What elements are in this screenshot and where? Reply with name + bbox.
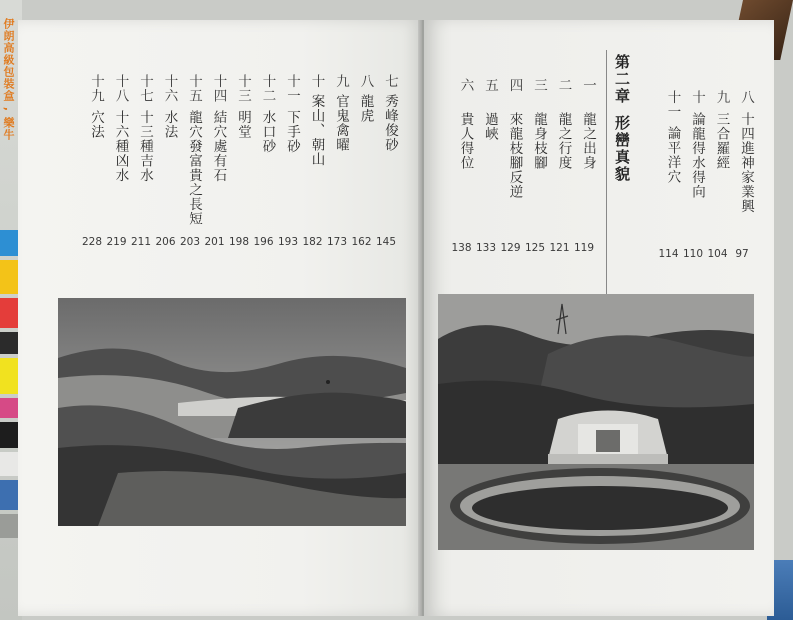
prev-entry-title: 十四進神家業興 [738,112,754,214]
toc-entry-page: 162 [351,236,372,248]
prev-entry-page: 97 [735,248,749,260]
chapter-entry-number: 五 [482,78,498,93]
toc-entry-number: 八 [357,74,374,89]
toc-entry [376,74,396,254]
spine-label: 伊朗高級包裝盒 , 樂牛 [2,18,15,141]
toc-entry-page: 198 [228,236,250,248]
color-blocks [0,230,20,542]
chapter-entry [476,78,496,248]
chapter-entry [452,78,472,248]
toc-entry [229,74,249,254]
prev-entry [659,90,679,260]
toc-entry-page: 193 [277,236,299,248]
chapter-divider [606,50,607,302]
chapter-entry-number: 三 [531,78,547,93]
prev-entry [708,90,728,260]
landscape-photo-icon [58,298,406,526]
chapter-entry [550,78,570,248]
prev-entry-number: 十一 [664,90,681,119]
chapter-entry-number: 四 [506,78,523,93]
chapter-entry [501,78,521,248]
chapter-entry-title: 來龍枝腳反逆 [506,112,523,199]
prev-entry-number: 九 [713,90,730,105]
toc-entry-title: 水口砂 [259,110,276,154]
chapter-entry-page: 121 [549,242,570,254]
toc-entry-number: 十三 [235,74,251,103]
toc-entry [205,74,225,254]
toc-entry-page: 173 [326,236,348,248]
chapter-label: 第二章 [613,54,631,105]
chapter-entry-title: 龍之行度 [555,112,572,170]
toc-entry [131,74,151,254]
toc-entry-title: 案山、朝山 [308,94,325,167]
right-page [424,20,774,616]
toc-entry-page: 219 [106,236,127,248]
chapter-entry [574,78,594,248]
chapter-entry-page: 138 [451,242,472,254]
chapter-entry-title: 龍身枝腳 [531,112,547,170]
toc-entry-number: 十六 [161,74,178,103]
toc-entry-number: 十八 [112,74,129,103]
toc-entry-page: 196 [253,236,274,248]
toc-entry-title: 水法 [161,110,178,139]
toc-entry-title: 明堂 [235,110,251,139]
chapter-entry-title: 貴人得位 [457,112,474,170]
chapter-title: 形巒真貌 [613,115,631,183]
toc-entry-number: 七 [382,74,398,89]
prev-entry [683,90,703,260]
toc-entry [180,74,200,254]
chapter-entry-number: 六 [457,78,474,93]
toc-entry [278,74,298,254]
toc-entry [82,74,102,254]
chapter-entry-title: 龍之出身 [580,112,596,170]
chapter-entry-page: 133 [475,242,497,254]
prev-entry-page: 104 [707,248,728,260]
toc-entry [156,74,176,254]
toc-entry-title: 下手砂 [284,110,300,154]
chapter-heading [612,54,636,183]
landscape-photo [58,298,406,526]
toc-entry-title: 龍虎 [357,94,374,123]
toc-entry-title: 穴法 [88,110,104,139]
toc-entry-title: 十六種凶水 [112,110,129,183]
tomb-photo [438,294,754,550]
chapter-entry-title: 過峽 [482,112,498,141]
chapter-entry-page: 125 [524,242,546,254]
toc-entry-number: 十四 [210,74,227,103]
toc-entry [327,74,347,254]
tomb-photo-icon [438,294,754,550]
toc-entry-title: 結穴處有石 [210,110,227,183]
toc-entry [352,74,372,254]
toc-entry-page: 145 [375,236,397,248]
toc-entry-page: 211 [130,236,152,248]
toc-entry-number: 十二 [259,74,276,103]
toc-entry-title: 秀峰俊砂 [382,94,398,152]
toc-entry-number: 十九 [88,74,104,103]
chapter-entry-page: 119 [573,242,595,254]
toc-entry [254,74,274,254]
toc-entry-title: 官鬼禽曜 [333,94,349,152]
prev-entry [732,90,752,260]
toc-entry-title: 龍穴發富貴之長短 [186,110,202,226]
prev-entry-title: 論平洋穴 [664,126,681,184]
prev-entry-title: 論龍得水得向 [689,112,705,199]
prev-entry-page: 110 [682,248,704,260]
toc-entry-page: 182 [302,236,323,248]
toc-entry-number: 十五 [186,74,202,103]
toc-entry-number: 十一 [284,74,300,103]
toc-entry [107,74,127,254]
toc-entry-number: 十 [308,74,325,89]
toc-entry-number: 十七 [137,74,153,103]
toc-entry-title: 十三種吉水 [137,110,153,183]
toc-entry-number: 九 [333,74,349,89]
prev-entry-number: 八 [738,90,754,105]
prev-entry-title: 三合羅經 [713,112,730,170]
chapter-entry [525,78,545,248]
toc-entry-page: 203 [179,236,201,248]
prev-entry-number: 十 [689,90,705,105]
toc-entry-page: 201 [204,236,225,248]
toc-entry-page: 206 [155,236,176,248]
chapter-entry-page: 129 [500,242,521,254]
chapter-entry-number: 一 [580,78,596,93]
prev-entry-page: 114 [658,248,679,260]
toc-entry-page: 228 [81,236,103,248]
left-page [18,20,422,616]
toc-entry [303,74,323,254]
chapter-entry-number: 二 [555,78,572,93]
